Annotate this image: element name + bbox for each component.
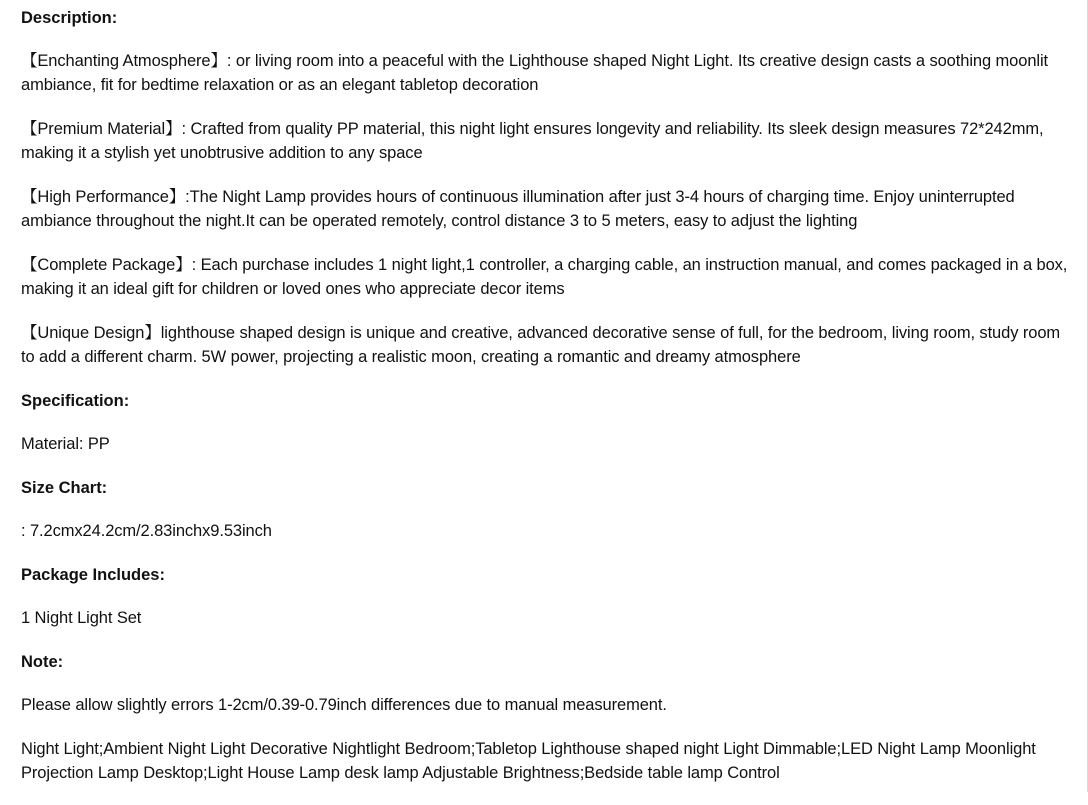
package-includes-value: 1 Night Light Set bbox=[21, 609, 142, 627]
product-description bbox=[21, 6, 1073, 805]
description-paragraph-unique-design: 【Unique Design】lighthouse shaped design is unique and creative, advanced decorative sense of full, for the bedroom, living room, study room to add a different charm. 5W power, projecting a realistic moon, creating a romantic and dreamy atmosphere bbox=[21, 324, 1061, 366]
note-heading: Note: bbox=[21, 653, 64, 671]
description-paragraph-premium-material: 【Premium Material】: Crafted from quality PP material, this night light ensures longevity and reliability. Its sleek design measures 72*242mm, making it a stylish yet unobtrusive addition to any space bbox=[21, 120, 1044, 162]
size-chart-value: : 7.2cmx24.2cm/2.83inchx9.53inch bbox=[21, 522, 272, 540]
description-heading: Description: bbox=[21, 9, 118, 27]
size-chart-heading: Size Chart: bbox=[21, 479, 108, 497]
note-text: Please allow slightly errors 1-2cm/0.39-0.79inch differences due to manual measurement. bbox=[21, 696, 667, 714]
specification-heading: Specification: bbox=[21, 392, 130, 410]
specification-material: Material: PP bbox=[21, 435, 110, 453]
description-paragraph-high-performance: 【High Performance】:The Night Lamp provides hours of continuous illumination after just 3-4 hours of charging time. Enjoy uninterrupted ambiance throughout the night.It can be operated remotely, control distance 3 to 5 meters, easy to adjust the lighting bbox=[21, 188, 1015, 230]
package-includes-heading: Package Includes: bbox=[21, 566, 165, 584]
description-paragraph-complete-package: 【Complete Package】: Each purchase includes 1 night light,1 controller, a charging cable, an instruction manual, and comes packaged in a box, making it an ideal gift for children or loved ones who appreciate decor items bbox=[21, 256, 1068, 298]
description-paragraph-enchanting-atmosphere: 【Enchanting Atmosphere】: or living room into a peaceful with the Lighthouse shaped Night Light. Its creative design casts a soothing moonlit ambiance, fit for bedtime relaxation or as an elegant tabletop decoration bbox=[21, 52, 1049, 94]
keywords-text: Night Light;Ambient Night Light Decorative Nightlight Bedroom;Tabletop Lighthouse shaped night Light Dimmable;LED Night Lamp Moonlight Projection Lamp Desktop;Light House Lamp desk lamp Adjustable Brightness;Bedside table lamp Control bbox=[21, 740, 1036, 782]
